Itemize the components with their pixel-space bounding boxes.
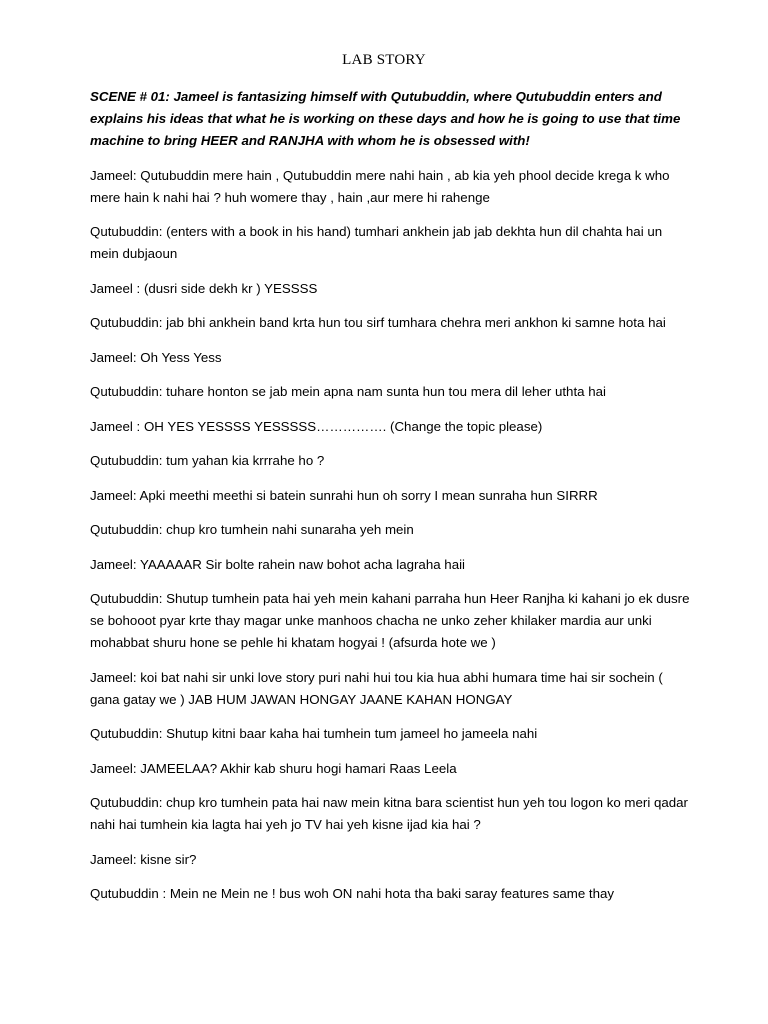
dialogue-line: Qutubuddin: Shutup tumhein pata hai yeh mein kahani parraha hun Heer Ranjha ki kahani jo ek dusre se bohooot pyar krte thay magar unke manhoos chacha ne unko zeher khilaker mardia aur unki mohabbat shuru hone se pehle hi khatam hogyai ! (afsurda hote we ) — [90, 591, 690, 650]
dialogue-line: Jameel: YAAAAAR Sir bolte rahein naw bohot acha lagraha haii — [90, 556, 466, 572]
dialogue-line: Qutubuddin: chup kro tumhein pata hai naw mein kitna bara scientist hun yeh tou logon ko meri qadar nahi hai tumhein kia lagta hai yeh jo TV hai yeh kisne ijad kia hai ? — [90, 795, 688, 832]
dialogue-line: Qutubuddin: Shutup kitni baar kaha hai tumhein tum jameel ho jameela nahi — [90, 726, 538, 741]
dialogue-line: Jameel: koi bat nahi sir unki love story puri nahi hui tou kia hua abhi humara time hai sir sochein ( gana gatay we ) JAB HUM JAWAN HONGAY JAANE KAHAN HONGAY — [90, 669, 663, 707]
dialogue-line: Jameel : (dusri side dekh kr ) YESSSS — [90, 280, 318, 296]
dialogue-line: Qutubuddin: chup kro tumhein nahi sunaraha yeh mein — [90, 522, 414, 537]
dialogue-line: Qutubuddin : Mein ne Mein ne ! bus woh ON nahi hota tha baki saray features same thay — [90, 886, 615, 901]
dialogue-line: Jameel : OH YES YESSSS YESSSSS……………. (Change the topic please) — [90, 418, 543, 434]
dialogue-line: Jameel: Oh Yess Yess — [90, 349, 222, 365]
dialogue-line: Qutubuddin: (enters with a book in his hand) tumhari ankhein jab jab dekhta hun dil chahta hai un mein dubjaoun — [90, 224, 663, 261]
dialogue-line: Jameel: Apki meethi meethi si batein sunrahi hun oh sorry I mean sunraha hun SIRRR — [90, 487, 598, 503]
document-title: LAB STORY — [342, 52, 426, 68]
dialogue-line: Jameel: JAMEELAA? Akhir kab shuru hogi hamari Raas Leela — [90, 760, 457, 776]
dialogue-line: Qutubuddin: tum yahan kia krrrahe ho ? — [90, 453, 325, 468]
dialogue-line: Qutubuddin: tuhare honton se jab mein apna nam sunta hun tou mera dil leher uthta hai — [90, 384, 606, 399]
dialogue-line: Jameel: Qutubuddin mere hain , Qutubuddin mere nahi hain , ab kia yeh phool decide krega k who mere hain k nahi hai ? huh womere thay , hain ,aur mere hi rahenge — [90, 167, 670, 205]
dialogue-line: Qutubuddin: jab bhi ankhein band krta hun tou sirf tumhara chehra meri ankhon ki samne hota hai — [90, 315, 666, 330]
scene-heading: SCENE # 01: Jameel is fantasizing himself with Qutubuddin, where Qutubuddin enters and explains his ideas that what he is working on these days and how he is going to use that time machine to bring HEER and RANJHA with whom he is obsessed with! — [90, 89, 681, 148]
script-body — [90, 86, 690, 918]
dialogue-line: Jameel: kisne sir? — [90, 851, 197, 867]
